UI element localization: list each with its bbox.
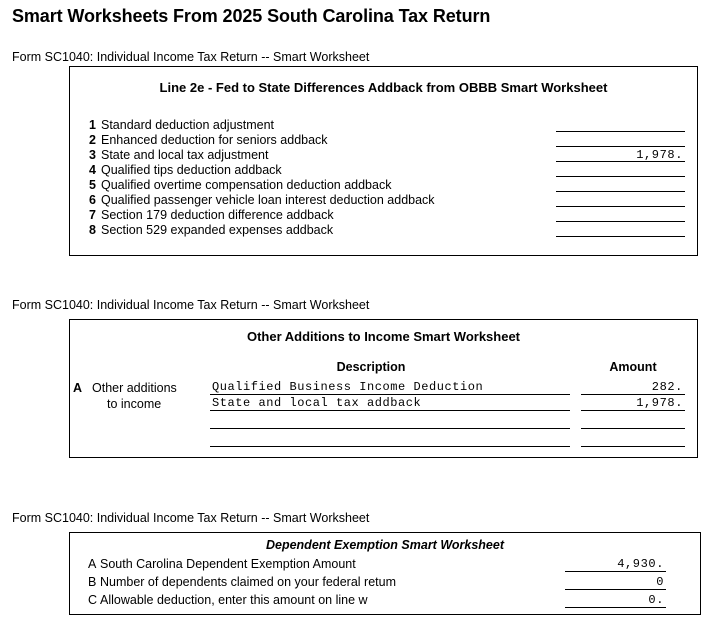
amount-field[interactable] xyxy=(581,396,685,411)
amount-field[interactable] xyxy=(556,118,685,132)
amount-value: 1,978. xyxy=(636,148,683,162)
worksheet-2-box xyxy=(69,319,698,458)
amount-value: 0. xyxy=(648,593,664,607)
worksheet-1-title: Line 2e - Fed to State Differences Addback from OBBB Smart Worksheet xyxy=(159,80,608,95)
worksheet-row xyxy=(70,575,700,591)
description-field[interactable] xyxy=(210,432,570,447)
row-number: 6 xyxy=(89,193,96,207)
row-number: 3 xyxy=(89,148,96,162)
row-label: State and local tax adjustment xyxy=(101,148,269,162)
entry-row xyxy=(70,396,697,412)
section-text-line1: Other additions xyxy=(92,381,177,395)
amount-field[interactable] xyxy=(556,163,685,177)
dot-leader xyxy=(319,234,554,235)
row-label: Number of dependents claimed on your federal retum xyxy=(100,575,396,589)
amount-value: 1,978. xyxy=(636,396,683,410)
dot-leader xyxy=(286,129,554,130)
row-label: Allowable deduction, enter this amount on line w xyxy=(100,593,368,607)
row-number: 4 xyxy=(89,163,96,177)
amount-field[interactable] xyxy=(565,575,666,590)
worksheet-row xyxy=(70,593,700,609)
worksheet-3-caption: Form SC1040: Individual Income Tax Return -- Smart Worksheet xyxy=(12,511,370,525)
description-field[interactable] xyxy=(210,414,570,429)
entry-row xyxy=(70,380,697,396)
worksheet-1-caption: Form SC1040: Individual Income Tax Return -- Smart Worksheet xyxy=(12,50,370,64)
row-letter: A xyxy=(88,557,97,571)
dot-leader xyxy=(342,605,563,606)
worksheet-row xyxy=(70,223,697,238)
amount-field[interactable] xyxy=(556,148,685,162)
worksheet-row xyxy=(70,208,697,223)
row-label: Section 529 expanded expenses addback xyxy=(101,223,334,237)
section-letter: A xyxy=(73,381,83,395)
row-label: Qualified passenger vehicle loan interest deduction addback xyxy=(101,193,435,207)
section-text-line2: to income xyxy=(107,397,162,411)
row-number: 5 xyxy=(89,178,96,192)
row-label: South Carolina Dependent Exemption Amount xyxy=(100,557,356,571)
description-field[interactable] xyxy=(210,380,570,395)
amount-field[interactable] xyxy=(556,133,685,147)
row-number: 7 xyxy=(89,208,96,222)
worksheet-row xyxy=(70,163,697,178)
row-label: Standard deduction adjustment xyxy=(101,118,275,132)
description-field[interactable] xyxy=(210,396,570,411)
dot-leader xyxy=(286,174,554,175)
worksheet-row xyxy=(70,133,697,148)
entry-row xyxy=(70,432,697,448)
row-label: Qualified overtime compensation deduction addback xyxy=(101,178,392,192)
amount-value: 4,930. xyxy=(617,557,664,571)
amount-field[interactable] xyxy=(556,178,685,192)
description-value: State and local tax addback xyxy=(212,396,422,410)
worksheet-row xyxy=(70,148,697,163)
worksheet-2-title: Other Additions to Income Smart Worksheet xyxy=(246,329,521,344)
page-title: Smart Worksheets From 2025 South Carolina Tax Return xyxy=(12,6,491,26)
dot-leader xyxy=(332,569,563,570)
entry-row xyxy=(70,414,697,430)
worksheet-1-box xyxy=(69,66,698,256)
amount-field[interactable] xyxy=(565,557,666,572)
column-header-amount: Amount xyxy=(609,360,657,374)
amount-field[interactable] xyxy=(556,208,685,222)
worksheet-row xyxy=(70,193,697,208)
amount-field[interactable] xyxy=(565,593,666,608)
row-number: 8 xyxy=(89,223,96,237)
dot-leader xyxy=(383,189,554,190)
amount-value: 282. xyxy=(651,380,683,394)
row-number: 1 xyxy=(89,118,96,132)
worksheet-row xyxy=(70,118,697,133)
amount-field[interactable] xyxy=(581,380,685,395)
dot-leader xyxy=(435,204,554,205)
worksheet-3-box xyxy=(69,532,701,615)
column-header-description: Description xyxy=(336,360,406,374)
worksheet-2-caption: Form SC1040: Individual Income Tax Return -- Smart Worksheet xyxy=(12,298,370,312)
amount-field[interactable] xyxy=(581,414,685,429)
row-label: Section 179 deduction difference addback xyxy=(101,208,334,222)
amount-field[interactable] xyxy=(581,432,685,447)
row-label: Enhanced deduction for seniors addback xyxy=(101,133,328,147)
row-letter: B xyxy=(88,575,97,589)
row-label: Qualified tips deduction addback xyxy=(101,163,282,177)
row-letter: C xyxy=(88,593,98,607)
dot-leader xyxy=(327,144,554,145)
dot-leader xyxy=(273,159,554,160)
dot-leader xyxy=(361,587,563,588)
row-number: 2 xyxy=(89,133,96,147)
amount-value: 0 xyxy=(656,575,664,589)
dot-leader xyxy=(333,219,554,220)
worksheet-3-title: Dependent Exemption Smart Worksheet xyxy=(265,538,504,552)
amount-field[interactable] xyxy=(556,223,685,237)
amount-field[interactable] xyxy=(556,193,685,207)
worksheet-row xyxy=(70,178,697,193)
description-value: Qualified Business Income Deduction xyxy=(212,380,484,394)
worksheet-row xyxy=(70,557,700,573)
